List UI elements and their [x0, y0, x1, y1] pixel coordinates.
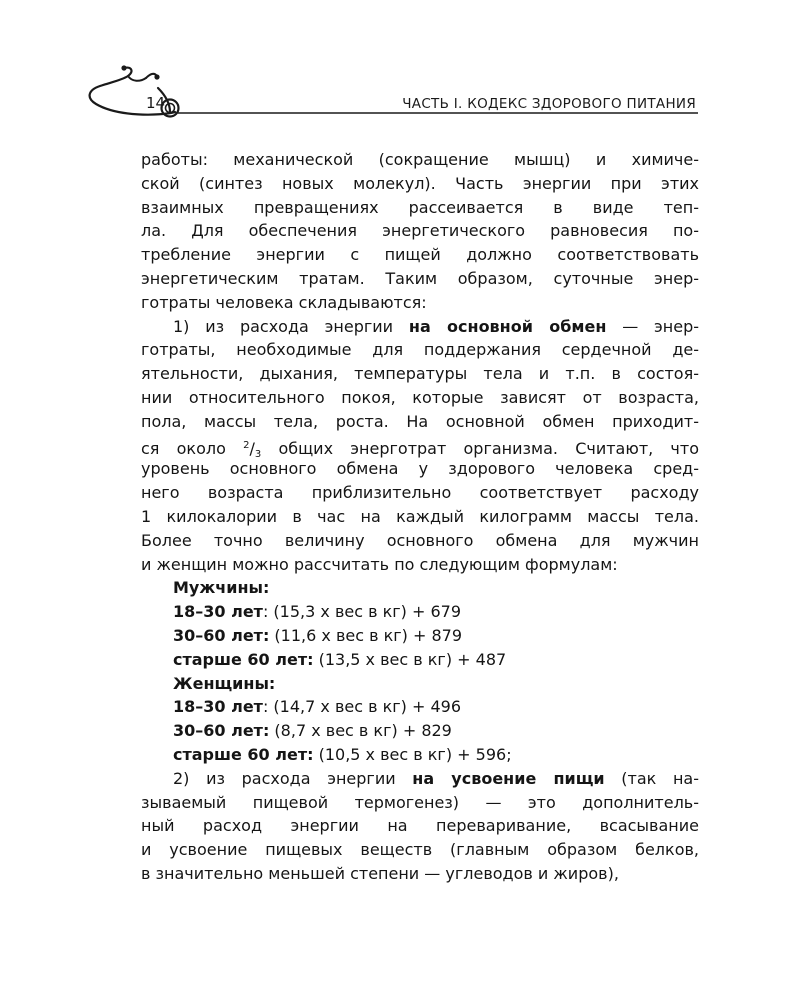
- text-line: 1 килокалории в час на каждый килограмм массы тела.: [141, 506, 699, 526]
- text-line: в значительно меньшей степени — углеводов и жиров),: [141, 863, 619, 883]
- text-line: Более точно величину основного обмена для мужчин: [141, 530, 699, 550]
- list-item-basal-metabolism: 1) из расхода энергии на основной обмен — энер-: [173, 316, 700, 336]
- text-line: готраты человека складываются:: [141, 292, 427, 312]
- text-line: ской (синтез новых молекул). Часть энергии при этих: [141, 173, 699, 193]
- page-header: [0, 0, 800, 130]
- text-line: энергетическим тратам. Таким образом, суточные энер-: [141, 268, 699, 288]
- bold-term: на усвоение пищи: [412, 768, 605, 788]
- text-line-fraction: ся около $^2/_3$ общих энерготрат организма. Считают, что: [141, 438, 699, 460]
- formula-row: 18–30 лет: (14,7 х вес в кг) + 496: [173, 697, 462, 717]
- page-body: [141, 148, 699, 886]
- text-line: взаимных превращениях рассеивается в виде теп-: [141, 197, 699, 217]
- text-line: и женщин можно рассчитать по следующим формулам:: [141, 554, 618, 574]
- text-line: зываемый пищевой термогенез) — это дополнитель-: [141, 792, 699, 812]
- text-line: требление энергии с пищей должно соответствовать: [141, 245, 699, 265]
- text-line: уровень основного обмена у здорового человека сред-: [141, 459, 699, 479]
- bold-term: на основной обмен: [408, 316, 607, 336]
- text-line: нии относительного покоя, которые зависят от возраста,: [141, 387, 699, 407]
- formula-row: 18–30 лет: (15,3 х вес в кг) + 679: [173, 602, 462, 622]
- text-line: ный расход энергии на переваривание, всасывание: [141, 816, 699, 836]
- text-line: пола, массы тела, роста. На основной обмен приходит-: [141, 411, 699, 431]
- text-line: и усвоение пищевых веществ (главным образом белков,: [141, 840, 699, 860]
- women-heading: Женщины:: [173, 673, 276, 693]
- formula-row: 30–60 лет: (11,6 х вес в кг) + 879: [173, 625, 463, 645]
- running-head: ЧАСТЬ I. КОДЕКС ЗДОРОВОГО ПИТАНИЯ: [402, 96, 696, 112]
- page-number: 14: [146, 94, 166, 112]
- formula-row: старше 60 лет: (10,5 х вес в кг) + 596;: [173, 744, 512, 764]
- text-line: ятельности, дыхания, температуры тела и т.п. в состоя-: [141, 364, 699, 384]
- men-heading: Мужчины:: [173, 578, 270, 598]
- text-line: готраты, необходимые для поддержания сердечной де-: [141, 340, 699, 360]
- list-item-food-digestion: 2) из расхода энергии на усвоение пищи (так на-: [173, 768, 699, 788]
- text-line: работы: механической (сокращение мышц) и химиче-: [141, 150, 699, 169]
- text-line: него возраста приблизительно соответствует расходу: [141, 483, 699, 503]
- formula-row: старше 60 лет: (13,5 х вес в кг) + 487: [173, 649, 507, 669]
- text-line: ла. Для обеспечения энергетического равновесия по-: [141, 221, 699, 241]
- formula-row: 30–60 лет: (8,7 х вес в кг) + 829: [173, 721, 452, 741]
